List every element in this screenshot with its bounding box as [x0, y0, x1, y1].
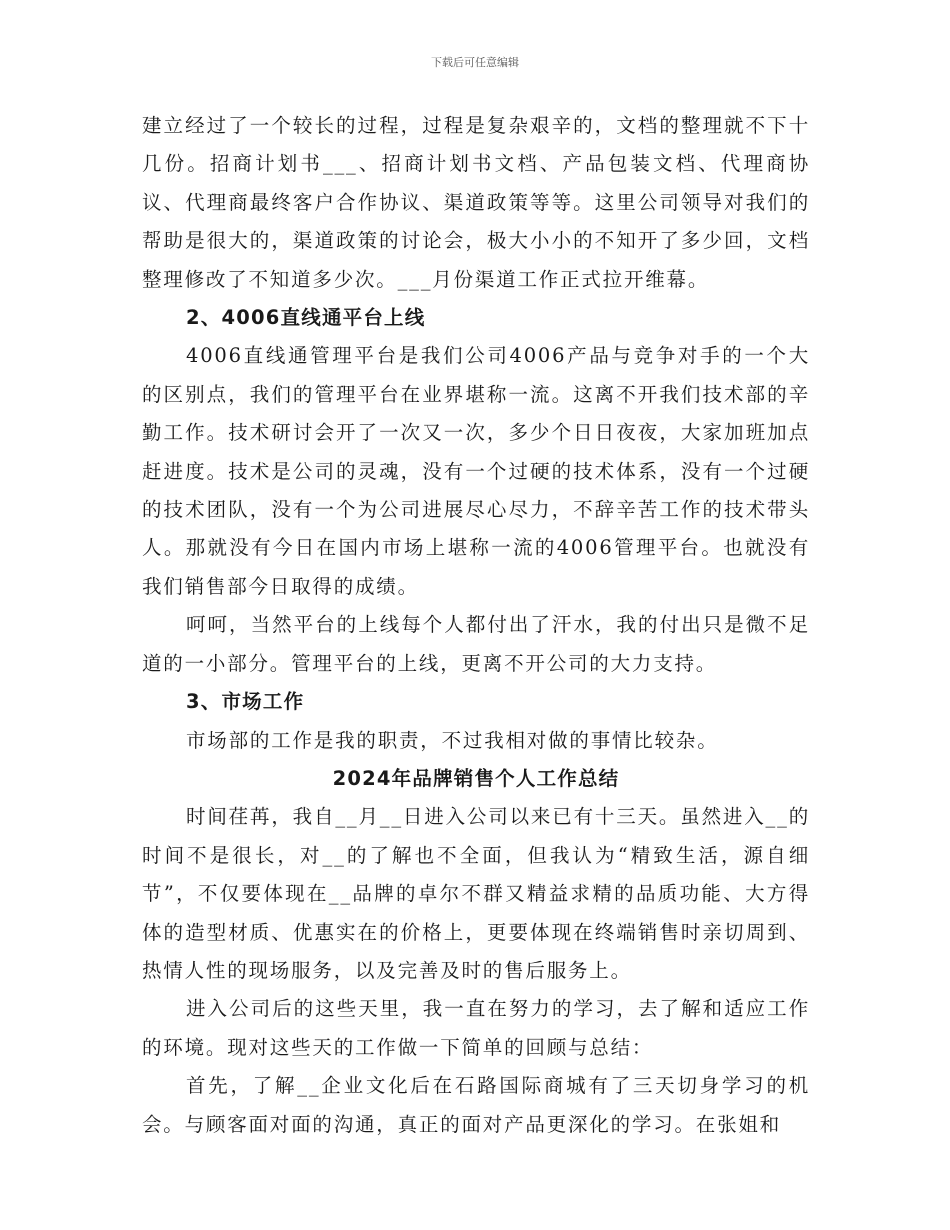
document-title: 2024年品牌销售个人工作总结	[332, 766, 620, 790]
paragraph-firstly: 首先，了解__企业文化后在石路国际商城有了三天切身学习的机会。与顾客面对面的沟通，真正的面对产品更深化的学习。在张姐和	[142, 1074, 810, 1136]
paragraph-learning: 进入公司后的这些天里，我一直在努力的学习，去了解和适应工作的环境。现对这些天的工作做一下简单的回顾与总结：	[142, 997, 810, 1059]
document-body	[142, 107, 810, 1144]
paragraph-market: 市场部的工作是我的职责，不过我相对做的事情比较杂。	[186, 728, 719, 752]
paragraph-platform: 4006直线通管理平台是我们公司4006产品与竞争对手的一个大的区别点，我们的管理平台在业界堪称一流。这离不开我们技术部的辛勤工作。技术研讨会开了一次又一次，多少个日日夜夜，大家加班加点赶进度。技术是公司的灵魂，没有一个过硬的技术体系，没有一个过硬的技术团队，没有一个为公司进展尽心尽力，不辞辛苦工作的技术带头人。那就没有今日在国内市场上堪称一流的4006管理平台。也就没有我们销售部今日取得的成绩。	[142, 344, 810, 598]
paragraph-support: 呵呵，当然平台的上线每个人都付出了汗水，我的付出只是微不足道的一小部分。管理平台的上线，更离不开公司的大力支持。	[142, 613, 810, 675]
page-header: 下载后可任意编辑	[431, 56, 519, 69]
paragraph-channel-docs: 建立经过了一个较长的过程，过程是复杂艰辛的，文档的整理就不下十几份。招商计划书___、招商计划书文档、产品包装文档、代理商协议、代理商最终客户合作协议、渠道政策等等。这里公司领导对我们的帮助是很大的，渠道政策的讨论会，极大小小的不知开了多少回，文档整理修改了不知道多少次。___月份渠道工作正式拉开维幕。	[142, 114, 810, 291]
paragraph-intro: 时间荏苒，我自__月__日进入公司以来已有十三天。虽然进入__的时间不是很长，对__的了解也不全面，但我认为“精致生活，源自细节”，不仅要体现在__品牌的卓尔不群又精益求精的品质功能、大方得体的造型材质、优惠实在的价格上，更要体现在终端销售时亲切周到、热情人性的现场服务，以及完善及时的售后服务上。	[142, 805, 810, 982]
section-heading-market: 3、市场工作	[186, 690, 305, 714]
section-heading-platform: 2、4006直线通平台上线	[186, 306, 426, 330]
